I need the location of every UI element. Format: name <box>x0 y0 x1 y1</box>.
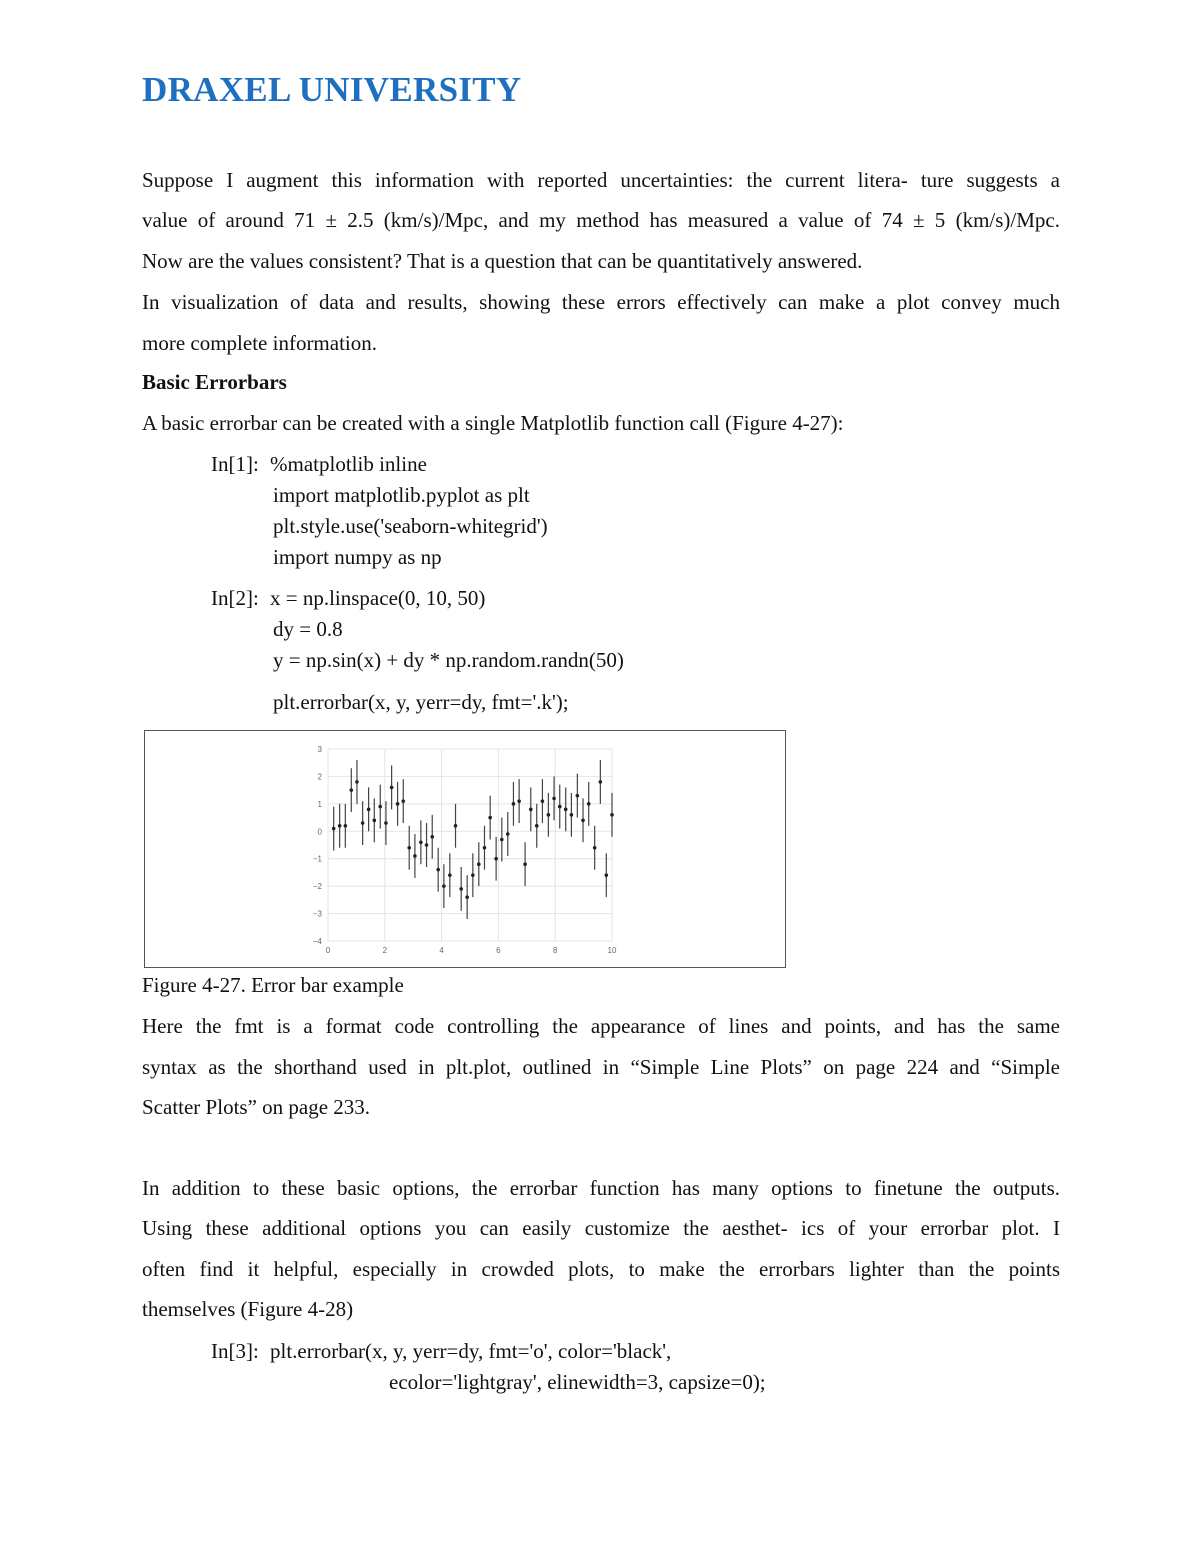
y-tick-label: −2 <box>312 882 322 892</box>
y-tick-label: 3 <box>317 745 322 754</box>
data-point <box>419 840 423 844</box>
data-point <box>454 824 458 828</box>
data-point <box>523 862 527 866</box>
data-point <box>535 824 539 828</box>
data-point <box>401 799 405 803</box>
code2-line: dy = 0.8 <box>273 617 343 641</box>
chart-y-ticks <box>313 745 323 946</box>
data-point <box>448 873 452 877</box>
paragraph-3-line-2: syntax as the shorthand used in plt.plot, outlined in “Simple Line Plots” on page 224 and “Simple <box>142 1055 1060 1079</box>
data-point <box>436 868 440 872</box>
data-point <box>430 835 434 839</box>
data-point <box>558 805 562 809</box>
x-tick-label: 6 <box>496 946 501 955</box>
code3-prompt: In[3]: <box>211 1339 259 1363</box>
data-point <box>483 846 487 850</box>
x-tick-label: 8 <box>552 946 558 955</box>
data-point <box>488 816 492 820</box>
data-point <box>517 799 521 803</box>
paragraph-1-line-1: Suppose I augment this information with reported uncertainties: the current litera- ture suggests a <box>142 168 1060 192</box>
data-point <box>332 827 336 831</box>
data-point <box>576 794 580 798</box>
data-point <box>425 843 429 847</box>
code2-line: x = np.linspace(0, 10, 50) <box>270 586 486 610</box>
x-tick-label: 10 <box>607 946 617 955</box>
errorbar-chart <box>145 731 785 967</box>
data-point <box>570 813 574 817</box>
data-point <box>378 805 382 809</box>
y-tick-label: 1 <box>317 799 322 809</box>
data-point <box>552 797 556 801</box>
data-point <box>407 846 411 850</box>
code2-prompt: In[2]: <box>211 586 259 610</box>
x-tick-label: 0 <box>325 946 331 955</box>
data-point <box>477 862 481 866</box>
x-tick-label: 4 <box>439 946 444 955</box>
data-point <box>459 887 463 891</box>
data-point <box>587 802 591 806</box>
data-point <box>390 786 394 790</box>
y-tick-label: 2 <box>317 772 322 782</box>
paragraph-4-line-2: Using these additional options you can easily customize the aesthet- ics of your errorbar plot. I <box>142 1216 1060 1240</box>
section-heading: Basic Errorbars <box>142 370 287 394</box>
paragraph-4-line-3: often find it helpful, especially in crowded plots, to make the errorbars lighter than the points <box>142 1257 1060 1281</box>
code3-line: plt.errorbar(x, y, yerr=dy, fmt='o', color='black', <box>270 1339 672 1363</box>
data-point <box>384 821 388 825</box>
data-point <box>413 854 417 858</box>
chart-x-ticks <box>326 946 617 955</box>
data-point <box>500 838 504 842</box>
paragraph-3-line-1: Here the fmt is a format code controlling the appearance of lines and points, and has the same <box>142 1014 1060 1038</box>
paragraph-1-line-2: value of around 71 ± 2.5 (km/s)/Mpc, and my method has measured a value of 74 ± 5 (km/s)/Mpc. <box>142 208 1060 232</box>
data-point <box>367 808 371 812</box>
data-point <box>599 780 603 784</box>
paragraph-3-line-3: Scatter Plots” on page 233. <box>142 1095 371 1119</box>
data-point <box>344 824 348 828</box>
data-point <box>349 788 353 792</box>
data-point <box>541 799 545 803</box>
data-point <box>547 813 551 817</box>
code2-line: y = np.sin(x) + dy * np.random.randn(50) <box>273 648 624 672</box>
data-point <box>355 780 359 784</box>
data-point <box>506 832 510 836</box>
intro-paragraph: A basic errorbar can be created with a single Matplotlib function call (Figure 4-27): <box>142 411 844 435</box>
university-title: DRAXEL UNIVERSITY <box>142 70 522 109</box>
figure-4-27 <box>144 730 786 968</box>
data-point <box>593 846 597 850</box>
data-point <box>396 802 400 806</box>
paragraph-4-line-4: themselves (Figure 4-28) <box>142 1297 354 1321</box>
data-point <box>564 808 568 812</box>
code1-prompt: In[1]: <box>211 452 259 476</box>
data-point <box>605 873 609 877</box>
code1-line: plt.style.use('seaborn-whitegrid') <box>273 514 548 538</box>
chart-errorbars <box>334 760 612 919</box>
code2-line: plt.errorbar(x, y, yerr=dy, fmt='.k'); <box>273 690 569 714</box>
paragraph-2-line-2: more complete information. <box>142 331 378 355</box>
code1-line: import numpy as np <box>273 545 442 569</box>
code1-line: %matplotlib inline <box>270 452 427 476</box>
y-tick-label: −4 <box>312 937 322 946</box>
data-point <box>361 821 365 825</box>
data-point <box>338 824 342 828</box>
data-point <box>465 895 469 899</box>
chart-grid <box>328 749 612 941</box>
paragraph-2-line-1: In visualization of data and results, showing these errors effectively can make a plot convey much <box>142 290 1060 314</box>
y-tick-label: −3 <box>312 909 322 919</box>
data-point <box>610 813 614 817</box>
data-point <box>529 808 533 812</box>
paragraph-1-line-3: Now are the values consistent? That is a question that can be quantitatively answered. <box>142 249 863 273</box>
code3-line: ecolor='lightgray', elinewidth=3, capsize=0); <box>389 1370 766 1394</box>
y-tick-label: 0 <box>317 827 322 837</box>
data-point <box>442 884 446 888</box>
x-tick-label: 2 <box>382 946 388 955</box>
data-point <box>581 819 585 823</box>
data-point <box>372 819 376 823</box>
code1-line: import matplotlib.pyplot as plt <box>273 483 530 507</box>
y-tick-label: −1 <box>312 854 322 864</box>
paragraph-4-line-1: In addition to these basic options, the errorbar function has many options to finetune the outputs. <box>142 1176 1060 1200</box>
data-point <box>512 802 516 806</box>
data-point <box>494 857 498 861</box>
data-point <box>471 873 475 877</box>
figure-caption: Figure 4-27. Error bar example <box>142 973 404 997</box>
